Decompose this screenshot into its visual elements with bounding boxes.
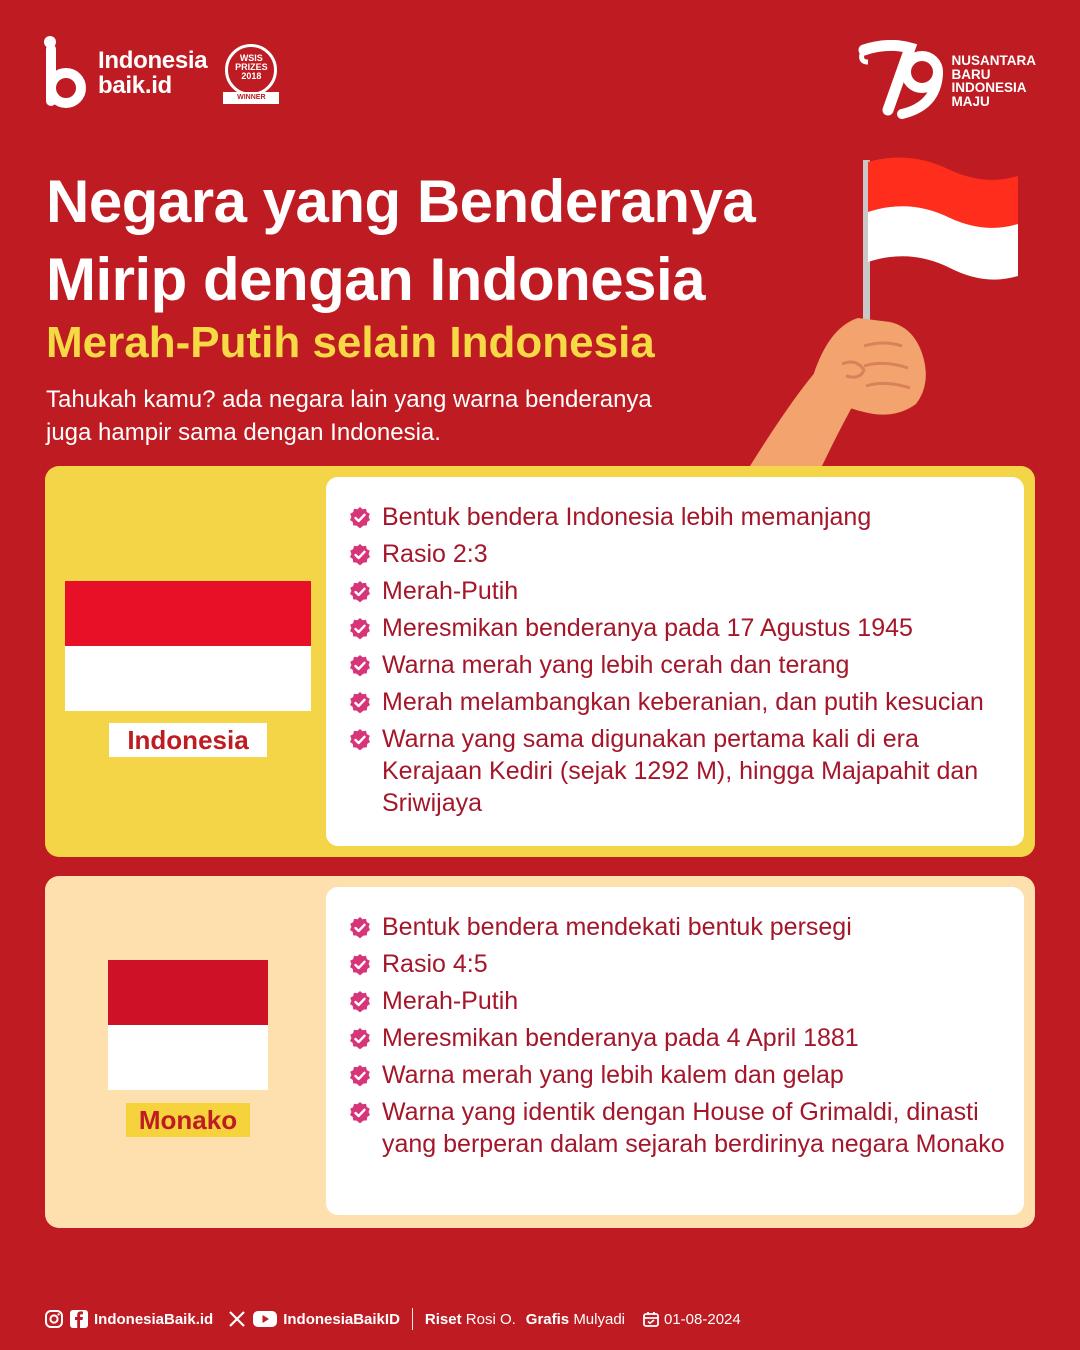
fact-text: Bentuk bendera Indonesia lebih memanjang [382,503,872,531]
fact-item [348,723,1014,819]
footer [44,1308,741,1330]
intro-text [46,383,746,449]
monako-facts-panel [326,887,1024,1215]
monako-flag [108,960,268,1090]
brand-line1: Indonesia [98,47,208,74]
publish-date: 01-08-2024 [664,1310,741,1328]
fact-text: Warna merah yang lebih kalem dan gelap [382,1061,844,1089]
check-badge-icon [348,543,372,567]
anniversary-text [952,54,1037,108]
anniv-line1: NUSANTARA [951,53,1036,68]
fact-text: Meresmikan benderanya pada 17 Agustus 1945 [382,614,913,642]
check-badge-icon [348,916,372,940]
grafis-name: Mulyadi [573,1310,625,1328]
fact-item [348,1022,1014,1054]
indonesiabaik-logo [44,36,281,110]
x-twitter-icon[interactable] [227,1309,247,1329]
check-badge-icon [348,1064,372,1088]
fact-text: Bentuk bendera mendekati bentuk persegi [382,913,852,941]
check-badge-icon [348,580,372,604]
anniv-line3: INDONESIA [951,80,1027,95]
anniv-line2: BARU [951,66,991,82]
wsis-award-badge [221,36,281,110]
fact-text: Merah-Putih [382,577,519,605]
check-badge-icon [348,617,372,641]
award-line2: PRIZES [235,62,268,72]
indonesia-label: Indonesia [109,723,267,757]
indonesia-card [45,466,1035,857]
fact-item [348,985,1014,1017]
indonesia-flag [65,581,311,711]
check-badge-icon [348,1027,372,1051]
instagram-icon[interactable] [44,1309,64,1329]
title-line1: Negara yang Benderanya [46,168,756,235]
award-ribbon: WINNER [223,92,279,104]
fact-text: Warna merah yang lebih cerah dan terang [382,651,850,679]
fact-text: Merah-Putih [382,987,519,1015]
title-line2: Mirip dengan Indonesia [46,246,706,313]
intro-line1: Tahukah kamu? ada negara lain yang warna benderanya [46,386,652,413]
check-badge-icon [348,953,372,977]
award-line1: WSIS [239,53,263,63]
monako-card [45,876,1035,1228]
calendar-icon [643,1311,659,1327]
fact-item [348,1059,1014,1091]
brand-text [98,48,207,98]
fact-text: Warna yang sama digunakan pertama kali di era Kerajaan Kediri (sejak 1292 M), hingga Majapahit dan Sriwijaya [382,725,979,817]
monako-label: Monako [126,1103,250,1137]
anniv-line4: MAJU [951,93,990,109]
fact-text: Warna yang identik dengan House of Grimaldi, dinasti yang berperan dalam sejarah berdirinya negara Monako [382,1098,1005,1158]
riset-name: Rosi O. [465,1310,516,1328]
footer-divider [412,1308,413,1330]
fact-item [348,649,1014,681]
fact-item [348,911,1014,943]
brand-line2: baik.id [98,72,172,99]
page-subtitle: Merah-Putih selain Indonesia [46,318,655,367]
award-line3: 2018 [241,71,262,81]
check-badge-icon [348,728,372,752]
fact-item [348,575,1014,607]
fact-item [348,501,1014,533]
page-title [46,163,755,319]
grafis-label: Grafis [525,1310,570,1328]
fact-text: Merah melambangkan keberanian, dan putih kesucian [382,688,984,716]
fact-text: Meresmikan benderanya pada 4 April 1881 [382,1024,859,1052]
indonesia-facts-panel [326,477,1024,846]
riset-label: Riset [424,1310,462,1328]
fact-item [348,686,1014,718]
fact-text: Rasio 4:5 [382,950,488,978]
check-badge-icon [348,654,372,678]
footer-social-handle-2[interactable]: IndonesiaBaikID [283,1310,400,1328]
fact-item [348,612,1014,644]
check-badge-icon [348,691,372,715]
anniversary-79-mark [858,40,948,122]
fact-item [348,1096,1014,1160]
youtube-icon[interactable] [252,1309,278,1329]
indonesia-facts-list [348,501,1014,824]
fact-text: Rasio 2:3 [382,540,488,568]
intro-line2: juga hampir sama dengan Indonesia. [46,419,441,446]
anniversary-logo [858,40,1037,122]
check-badge-icon [348,506,372,530]
fact-item [348,948,1014,980]
facebook-icon[interactable] [69,1309,89,1329]
check-badge-icon [348,990,372,1014]
check-badge-icon [348,1101,372,1125]
monako-facts-list [348,911,1014,1165]
footer-social-handle-1[interactable]: IndonesiaBaik.id [94,1310,214,1328]
ib-logo-icon [44,36,90,110]
fact-item [348,538,1014,570]
hand-holding-flag-illustration [740,150,1040,470]
